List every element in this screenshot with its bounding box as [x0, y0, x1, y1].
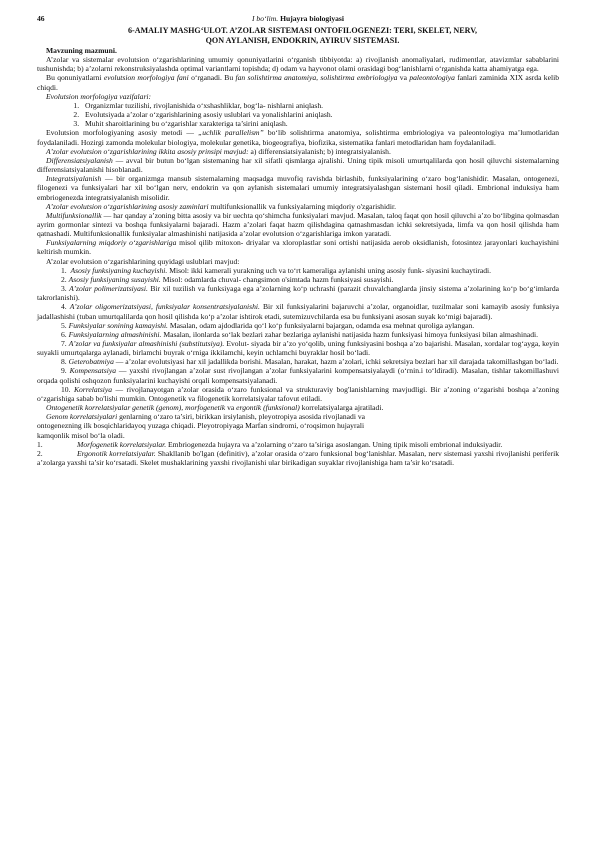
tasks-list — [37, 101, 559, 128]
lesson-title-line1: 6-AMALIY MASHG‘ULOT. A’ZOLAR SISTEMASI ONTOFILOGENEZI: TERI, SKELET, NERV, — [127, 26, 478, 35]
paragraph-8: Multifunksionallik — har qanday a’zoning bitta asosiy va bir uechta qo‘shimcha funksiyalari mavjud. Masalan, taloq faqat qon hosil qiluvchi a’zo bo‘libgina qolmasdan ayrim gormonlar sintezi va boshqa funksiyalarni bajaradi. Hazm a’zolari faqat hazm qilishdagina qatnashmasdan ichki sekretsiyada, limfa va qon hosil qilishda ham qatnashadi. Multifunksionallik funksiyalar almashinishi natijasida a’zolar evolutsion o‘zgarishlariga imkon yaratadi. — [37, 210, 559, 239]
method-item: 9. Kompensatsiya — yaxshi rivojlangan a’zolar sust rivojlangan a’zolar funksiyalarini kompensatsiyalaydi (o‘rnin.i to‘ldiradi). Masalan, tishlar takomillashuvi orqada qolishi oshqozon funksiyalarini kuchayishi orqali kompensatsiyalanadi. — [37, 366, 559, 385]
paragraph-12: Genom korrelatsiyalari genlarning o‘zaro ta’siri, birikkan irsiylanish, pleyotropiya asosida rivojlanadi va — [46, 412, 366, 422]
page-header — [37, 14, 559, 26]
paragraph-2: Bu qonuniyatlarni evolutsion morfologiya fani o‘rganadi. Bu fan solishtirma anatomiya, solishtirma embriologiya va paleontologiya fanlari zaminida XIX asrda kelib chiqdi. — [37, 73, 559, 92]
running-title — [37, 14, 559, 23]
paragraph-5: Differensiatsiyalanish — avval bir butun bo‘lgan sistemaning har xil sifatli qismlarga ajralishi. Uning tipik misoli umurtqalilarda qon hosil qiluvchi sistemalarning differensiatsiyalanishi hisoblanadi. — [37, 155, 559, 175]
running-title-part: I bo‘lim. — [252, 14, 279, 23]
paragraph-6: Integratsiyalanish — bir organizmga mansub sistemalarning maqsadga muvofiq ravishda birlashib, funksiyalarining o‘zaro bog‘lanishidir. Masalan, ontogenezi, filogenezi va funksiyalari har xil bo‘lgan nerv, endokrin va qon aylanish sistemalari umumiy integratsiyalashgan sistemani hosil qiladi. Embrional induksiya ham embriogenezda integratsiyalanish misolidir. — [37, 174, 559, 202]
list-item: 3. Muhit sharoitlarining bu o‘zgarishlar xarakteriga ta’sirini aniqlash. — [81, 119, 559, 128]
section-subtitle: Mavzuning mazmuni. — [46, 46, 117, 55]
running-title-bold: Hujayra biologiyasi — [280, 14, 344, 23]
method-item: 7. A’zolar va funksiyalar almashinishi (substitutsiya). Evolut- siyada bir a’zo yo‘qolib, uning funksiyasini boshqa a’zo bajarishi. Masalan, xordalar tog‘ayga, keyin suyakli umurtqalarga aylanadi, birlamchi buyrak o‘rniga ikkilamchi, keyin uchlamchi buyraklar hosil bo‘ladi. — [37, 339, 559, 358]
paragraph-1: A’zolar va sistemalar evolutsion o‘zgarishlarining umumiy qonuniyatlarini o‘rganish tibbiyotda: a) rivojlanish anomaliyalari, rudimentlar, atavizmlar sabablarini tushunishda; b) a’zolarni rekonstruksiyalashda optimal variantlarni topishda; d) odam va hayvonot olami orasidagi bog‘lanishlarni o‘rganishda katta ahamiyatga ega. — [37, 55, 559, 74]
paragraph-14: kamqonlik misol bo‘la oladi. — [37, 430, 125, 440]
paragraph-4: A’zolar evolutsion o‘zgarishlarining ikkita asosiy prinsipi mavjud: a) differensiatsiyalanish; b) integratsiyalanish. — [46, 146, 391, 156]
paragraph-3: Evolutsion morfologiyaning asosiy metodi — „uchlik parallelism” bo‘lib solishtirma anatomiya, solishtirma embriologiya va paleontologiya ma’lumotlaridan foydalaniladi. Hozirgi zamonda molekular biologiya, molekular genetika, biogeografiya, biofizika, sistematika fanlari metodlaridan ham foydalaniladi. — [37, 128, 560, 147]
page-number: 46 — [37, 14, 45, 23]
lesson-title-line2: QON AYLANISH, ENDOKRIN, AYIRUV SISTEMASI. — [205, 36, 400, 45]
paragraph-10: A’zolar evolutsion o‘zgarishlarining quyidagi uslublari mavjud: — [46, 256, 240, 266]
paragraph-7: A’zolar evolutsion o‘zgarishlarining asosiy zaminlari multifunksionallik va funksiyalarning miqdoriy o'zgarishidir. — [46, 201, 396, 211]
correlation-item: 1. Morfogenetik korrelatsiyalar. Embriogenezda hujayra va a’zolarning o‘zaro ta’siriga asoslangan. Uning tipik misoli embrional induksiyadir. — [37, 439, 503, 449]
paragraph-13: ontogenezning ilk bosqichlaridayoq yuzaga chiqadi. Pleyotropiyaga Marfan sindromi, o‘roqsimon hujayrali — [37, 421, 365, 431]
paragraph-11: Ontogenetik korrelatsiyalar genetik (genom), morfogenetik va ergontik (funksional) korrelatsiyalarga ajratiladi. — [46, 403, 384, 413]
method-item: 4. A’zolar oligomerizatsiyasi, funksiyalar konsentratsiyalanishi. Bir xil funksiyalarini bajaruvchi a’zolar, organoidlar, tuzilmalar soni kamayib asosiy funksiya jadallashishi (tuban umurtqalilarda qon hosil qilishda ko‘p a’zolar ishtirok etadi, sutemizuvchilarda esa bu funksiyani asosan suyak ko‘migi bajaradi). — [37, 302, 559, 321]
method-item: 2. Asosiy funksiyaning susayishi. Misol: odamlarda chuval- changsimon o'simtada hazm funksiyasi susayishi. — [61, 274, 394, 284]
method-item: 6. Funksiyalarning almashinishi. Masalan, ilonlarda so‘lak bezlari zahar bezlariga aylanishi natijasida hazm funksiyasi himoya funksiyasi bilan almashinadi. — [61, 329, 539, 339]
list-item: 1. Organizmlar tuzilishi, rivojlanishida o‘xshashliklar, bog‘la- nishlarni aniqlash. — [81, 101, 559, 110]
tasks-heading: Evolutsion morfologiya vazifalari: — [46, 91, 152, 101]
method-item: 3. A’zolar polimerizatsiyasi. Bir xil tuzilish va funksiyaga ega a’zolarning ko‘p uchrashi (parazit chuvalchanglarda jinsiy sistema a’zolarining ko‘p bo‘g‘imlarda takrorlanishi). — [37, 284, 559, 303]
document-page — [37, 14, 559, 467]
paragraph-9: Funksiyalarning miqdoriy o‘zgarishlariga misol qilib mitoxon- driyalar va xloroplastlar soni ortishi natijasida aerob oksidlanish, fotosintez jarayonlari kuchayishini keltirish mumkin. — [37, 238, 560, 257]
correlation-item: 2. Ergonotik korrelatsiyalar. Shakllanib bo'lgan (definitiv), a’zolar orasida o‘zaro funksional bog‘lanishlar. Masalan, nerv sistemasi yaxshi rivojlanishi periferik a’zolarga yaxshi ta’sir ko‘rsatadi. Skelet mushaklarining yaxshi rivojlanishi ular birikadigan suyaklar rivojlanishiga ham ta’sir ko‘rsatadi. — [37, 448, 559, 468]
method-item: 8. Geterobatmiya — a’zolar evolutsiyasi har xil jadallikda borishi. Masalan, harakat, hazm a’zolari, ichki sekretsiya bezlari har xil darajada takomillashgan bo‘ladi. — [61, 357, 559, 367]
list-item: 2. Evolutsiyada a’zolar o‘zgarishlarining asosiy uslublari va yonalishlarini aniqlash. — [81, 110, 559, 119]
method-item: 5. Funksiyalar sonining kamayishi. Masalan, odam ajdodlarida qo‘l ko‘p funksiyalarni bajargan, odamda esa mehnat quroliga aylangan. — [61, 320, 475, 330]
method-item: 1. Asosiy funksiyaning kuchayishi. Misol: ikki kamerali yurakning uch va to‘rt kameraliga aylanishi uning asosiy funk- siyasini kuchaytiradi. — [61, 265, 492, 275]
method-item: 10. Korrelatsiya — rivojlanayotgan a’zolar orasida o‘zaro funksional va strukturaviy bog'lanishlarning mavjudligi. Bir a’zoning o‘zgarishi boshqa a’zoning o‘zgarishiga sabab bo'lishi mumkin. Ontogenetik va filogenetik korrelatsiyalar tafovut etiladi. — [37, 384, 559, 403]
